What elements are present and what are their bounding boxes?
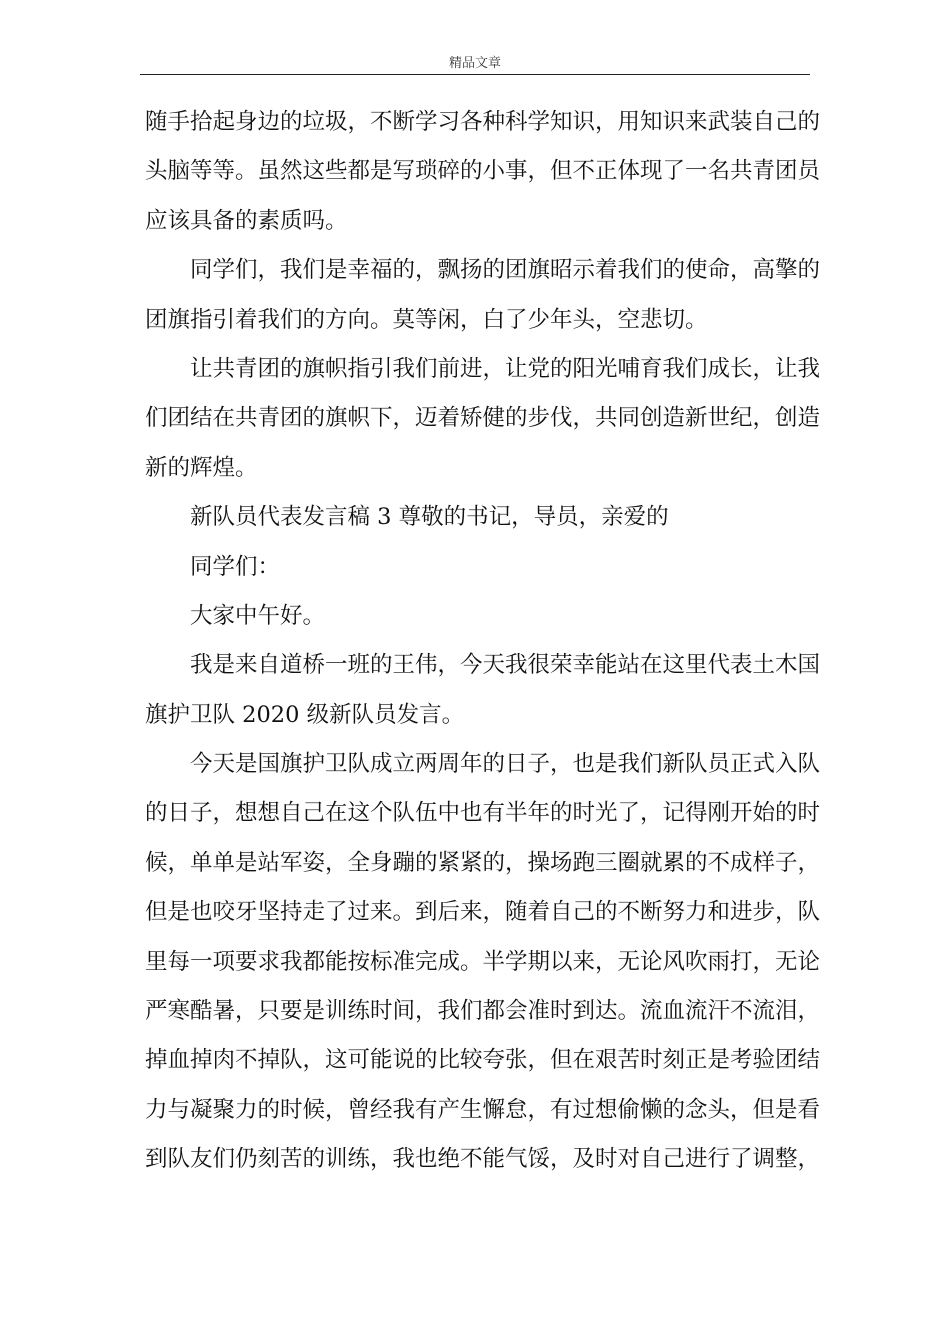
text-line: 旗护卫队 2020 级新队员发言。 bbox=[145, 701, 465, 728]
text-line: 新队员代表发言稿 3 尊敬的书记，导员，亲爱的 bbox=[190, 504, 669, 531]
text-line: 让共青团的旗帜指引我们前进，让党的阳光哺育我们成长，让我 bbox=[190, 355, 821, 382]
text-line: 严寒酷暑，只要是训练时间，我们都会准时到达。流血流汗不流泪， bbox=[145, 998, 821, 1025]
text-line: 同学们： bbox=[190, 553, 281, 580]
text-line: 随手拾起身边的垃圾，不断学习各种科学知识，用知识来武装自己的 bbox=[145, 109, 821, 135]
text-line: 力与凝聚力的时候，曾经我有产生懈怠，有过想偷懒的念头，但是看 bbox=[145, 1096, 821, 1123]
text-line: 头脑等等。虽然这些都是写琐碎的小事，但不正体现了一名共青团员 bbox=[145, 158, 821, 185]
text-line: 们团结在共青团的旗帜下，迈着矫健的步伐，共同创造新世纪，创造 bbox=[145, 405, 821, 432]
text-line: 大家中午好。 bbox=[190, 602, 326, 629]
text-line: 今天是国旗护卫队成立两周年的日子，也是我们新队员正式入队 bbox=[190, 751, 821, 778]
text-line: 掉血掉肉不掉队，这可能说的比较夸张，但在艰苦时刻正是考验团结 bbox=[145, 1047, 821, 1074]
text-line: 应该具备的素质吗。 bbox=[145, 207, 348, 234]
text-line: 但是也咬牙坚持走了过来。到后来，随着自己的不断努力和进步，队 bbox=[145, 899, 821, 926]
document-body bbox=[145, 98, 821, 1185]
header-title: 精品文章 bbox=[448, 56, 501, 71]
text-line: 我是来自道桥一班的王伟，今天我很荣幸能站在这里代表土木国 bbox=[190, 652, 821, 679]
text-line: 团旗指引着我们的方向。莫等闲，白了少年头，空悲切。 bbox=[145, 306, 708, 333]
text-line: 里每一项要求我都能按标准完成。半学期以来，无论风吹雨打，无论 bbox=[145, 948, 821, 975]
text-line: 的日子，想想自己在这个队伍中也有半年的时光了，记得刚开始的时 bbox=[145, 800, 821, 827]
text-line: 候，单单是站军姿，全身蹦的紧紧的，操场跑三圈就累的不成样子， bbox=[145, 849, 821, 876]
text-line: 到队友们仍刻苦的训练，我也绝不能气馁，及时对自己进行了调整， bbox=[145, 1146, 821, 1173]
text-line: 新的辉煌。 bbox=[145, 454, 258, 481]
page-header bbox=[140, 54, 810, 75]
text-line: 同学们，我们是幸福的，飘扬的团旗昭示着我们的使命，高擎的 bbox=[190, 257, 821, 284]
